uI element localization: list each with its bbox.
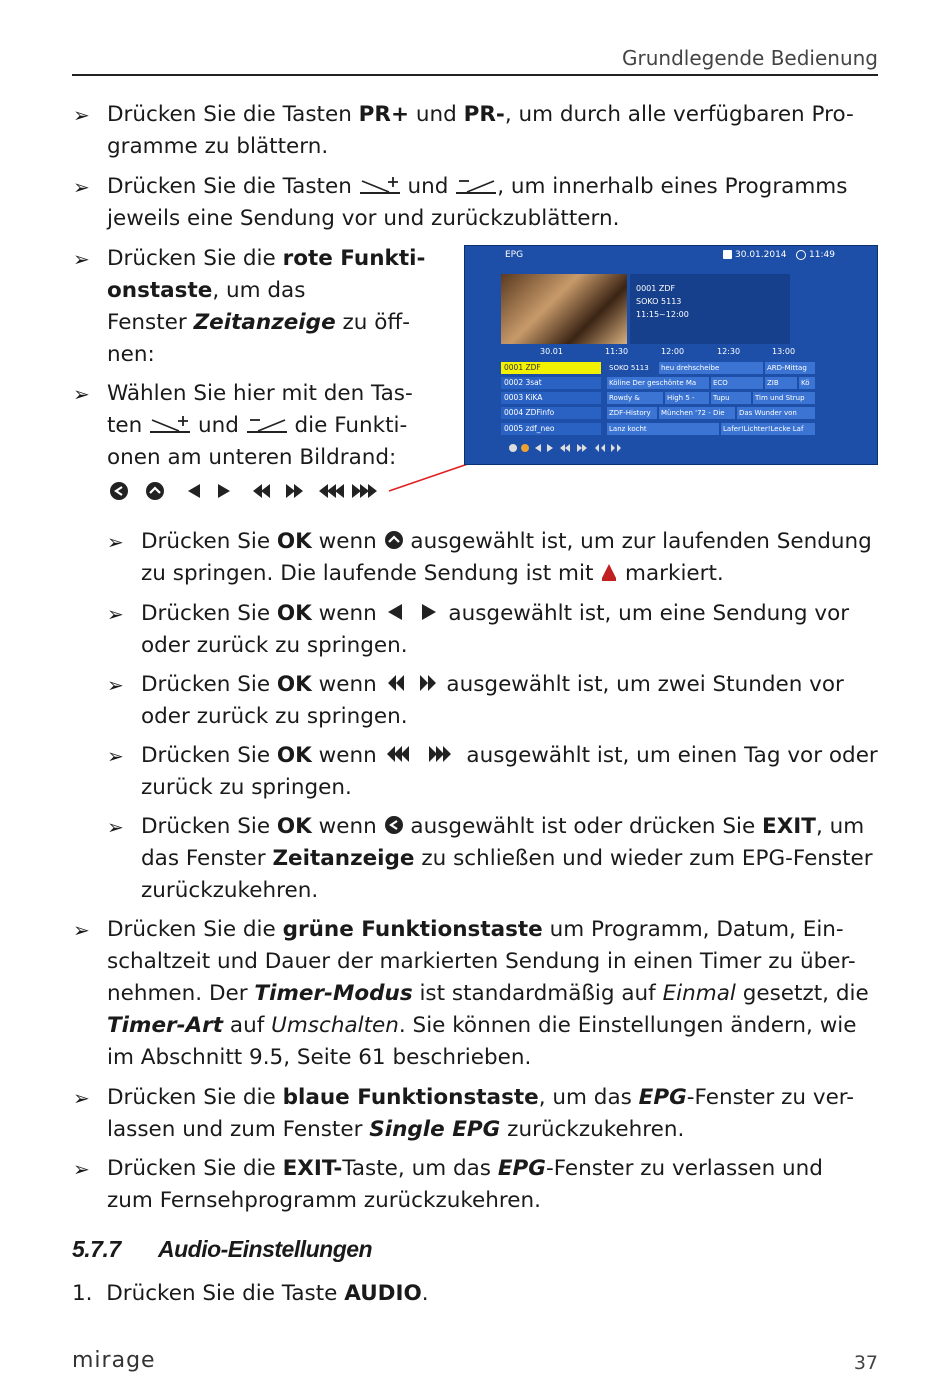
info-channel: 0001 ZDF [636, 284, 676, 293]
arrow-bullet-icon: ➢ [107, 744, 124, 768]
bullet-blue-key: ➢ Drücken Sie die blaue Funktionstaste, um das EPG-Fenster zu ver- lassen und zum Fenster Single EPG zurückzukehren. [107, 1082, 897, 1146]
bullet-red-key: ➢ Drücken Sie die rote Funkti- onstaste, um das Fenster Zeitanzeige zu öff- nen: [107, 243, 447, 371]
epg-nav-icons [507, 442, 627, 454]
info-time: 11:15~12:00 [636, 310, 689, 319]
prev-next-icons [384, 602, 442, 622]
next-icon [218, 484, 230, 498]
up-circle-icon [146, 482, 164, 500]
epg-date: 30.01.2014 [735, 250, 787, 260]
skip-back-forward-icons [384, 744, 460, 764]
arrow-bullet-icon: ➢ [73, 103, 90, 127]
back-circle-icon [384, 815, 404, 835]
page-number: 37 [853, 1352, 878, 1374]
up-circle-icon [384, 530, 404, 550]
page-down-key-icon [246, 414, 288, 434]
arrow-bullet-icon: ➢ [73, 1157, 90, 1181]
channel-row: 0001 ZDF [501, 362, 601, 374]
program-cell: Tupu [711, 392, 751, 404]
rewind-fast-forward-icons [384, 673, 440, 693]
program-cell: ZDF-History [607, 407, 657, 419]
section-title: Audio-Einstellungen [158, 1236, 373, 1262]
sub-bullet-one-day: ➢ Drücken Sie OK wenn ausgewählt ist, um einen Tag vor oder zurück zu springen. [141, 740, 901, 804]
sub-bullet-two-hours: ➢ Drücken Sie OK wenn ausgewählt ist, um zwei Stunden vor oder zurück zu springen. [141, 669, 901, 733]
section-number: 5.7.7 [72, 1236, 121, 1262]
program-cell: Kö [799, 377, 815, 389]
program-cell: High 5 - [665, 392, 709, 404]
program-cell: München '72 - Die [659, 407, 735, 419]
program-cell: heu drehscheibe [659, 362, 763, 374]
step-1: 1. Drücken Sie die Taste AUDIO. [72, 1281, 429, 1306]
bullet-green-key: ➢ Drücken Sie die grüne Funktionstaste um Programm, Datum, Ein- schaltzeit und Dauer der markierten Sendung in einen Timer zu über- nehmen. Der Timer-Modus ist standardmäßig auf Einmal gesetzt, die Timer-Art auf Umschalten. Sie können die Einstellungen ändern, wie im Abschnitt 9.5, Seite 61 beschrieben. [107, 914, 897, 1074]
page-header [72, 44, 878, 76]
sub-bullet-prev-next: ➢ Drücken Sie OK wenn ausgewählt ist, um eine Sendung vor oder zurück zu springen. [141, 598, 901, 662]
program-cell: Lanz kocht [607, 423, 719, 435]
page-up-key-icon [149, 414, 191, 434]
arrow-bullet-icon: ➢ [73, 382, 90, 406]
channel-row: 0002 3sat [501, 377, 601, 389]
back-circle-icon [110, 482, 128, 500]
arrow-bullet-icon: ➢ [73, 175, 90, 199]
section-heading [72, 1236, 372, 1263]
function-icons-row [108, 480, 384, 502]
timeline-tick: 13:00 [772, 347, 796, 356]
page-up-key-icon [359, 175, 401, 195]
arrow-bullet-icon: ➢ [73, 1086, 90, 1110]
sub-bullet-current: ➢ Drücken Sie OK wenn ausgewählt ist, um zur laufenden Sendung zu springen. Die laufende Sendung ist mit markiert. [141, 526, 901, 590]
arrow-bullet-icon: ➢ [107, 530, 124, 554]
epg-screenshot [464, 245, 878, 465]
sub-bullet-exit: ➢ Drücken Sie OK wenn ausgewählt ist oder drücken Sie EXIT, um das Fenster Zeitanzeige zu schließen und wieder zum EPG-Fenster zurückzukehren. [141, 811, 901, 907]
calendar-icon [723, 250, 732, 259]
timeline-tick: 12:00 [661, 347, 685, 356]
arrow-bullet-icon: ➢ [73, 247, 90, 271]
program-cell: ZIB [765, 377, 797, 389]
skip-back-icon [319, 484, 344, 498]
fast-forward-icon [286, 484, 303, 498]
rewind-icon [253, 484, 270, 498]
program-cell: Das Wunder von [737, 407, 815, 419]
epg-time: 11:49 [809, 250, 835, 260]
arrow-bullet-icon: ➢ [107, 602, 124, 626]
epg-title: EPG [505, 250, 524, 260]
page-down-key-icon [455, 175, 497, 195]
mirage-logo: mirage [72, 1348, 156, 1373]
program-cell: Lafer!Lichter!Lecke Laf [721, 423, 815, 435]
timeline-tick: 11:30 [605, 347, 629, 356]
bullet-select-functions: ➢ Wählen Sie hier mit den Tas- ten und die Funkti- onen am unteren Bildrand: [107, 378, 447, 474]
bullet-pr-keys: ➢ Drücken Sie die Tasten PR+ und PR-, um durch alle verfügbaren Pro- gramme zu blättern. [107, 99, 887, 163]
program-cell: Tim und Strup [753, 392, 815, 404]
channel-row: 0003 KiKA [501, 392, 601, 404]
header-title: Grundlegende Bedienung [622, 46, 878, 70]
info-program: SOKO 5113 [636, 297, 682, 306]
arrow-bullet-icon: ➢ [107, 673, 124, 697]
program-cell: Rowdy & [607, 392, 663, 404]
program-cell: Köline Der geschönte Ma [607, 377, 709, 389]
timeline-date: 30.01 [540, 347, 563, 356]
program-cell: SOKO 5113 [607, 362, 657, 374]
current-marker-icon [600, 562, 618, 582]
skip-forward-icon [352, 484, 377, 498]
preview-image [501, 274, 627, 344]
channel-row: 0005 zdf_neo [501, 423, 601, 435]
prev-icon [188, 484, 200, 498]
program-cell: ARD-Mittag [765, 362, 815, 374]
arrow-bullet-icon: ➢ [107, 815, 124, 839]
clock-icon [796, 250, 806, 260]
arrow-bullet-icon: ➢ [73, 918, 90, 942]
timeline-tick: 12:30 [717, 347, 741, 356]
bullet-exit-key: ➢ Drücken Sie die EXIT-Taste, um das EPG-Fenster zu verlassen und zum Fernsehprogramm zurückzukehren. [107, 1153, 897, 1217]
channel-row: 0004 ZDFinfo [501, 407, 601, 419]
program-cell: ECO [711, 377, 763, 389]
bullet-page-keys: ➢ Drücken Sie die Tasten und , um innerhalb eines Programms jeweils eine Sendung vor und zurückzublättern. [107, 171, 897, 235]
